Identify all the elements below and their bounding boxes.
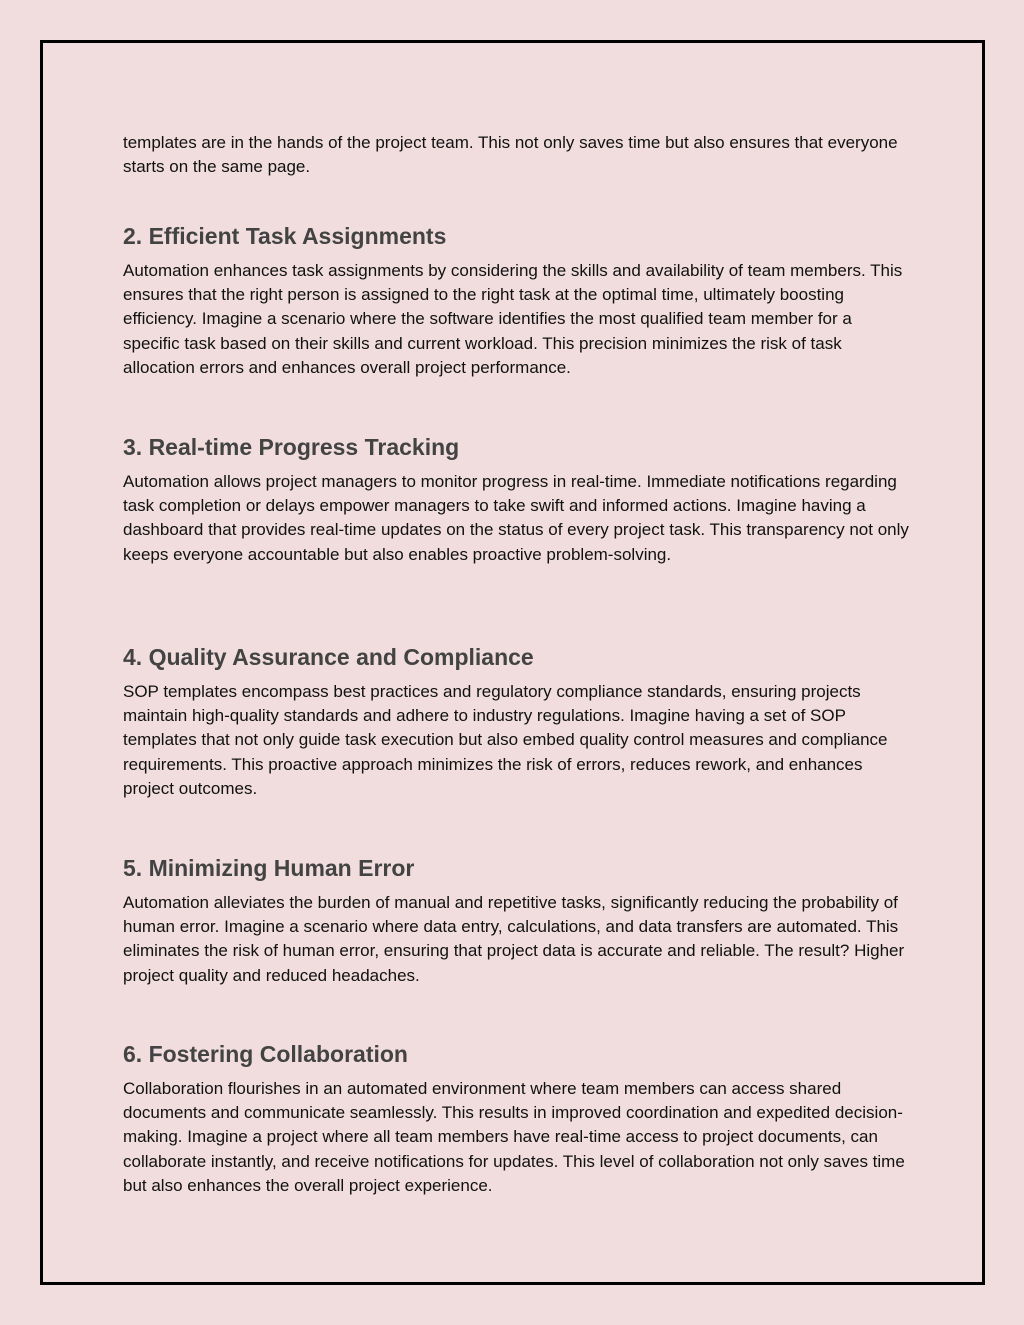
- intro-section: [123, 123, 913, 179]
- section-heading: 6. Fostering Collaboration: [123, 1041, 408, 1067]
- section-heading: 4. Quality Assurance and Compliance: [123, 644, 534, 670]
- section-paragraph: Automation alleviates the burden of manual and repetitive tasks, significantly reducing the probability of human error. Imagine a scenario where data entry, calculations, and data transfers are automated. This eliminates the risk of human error, ensuring that project data is accurate and reliable. The result? Higher project quality and reduced headaches.: [123, 893, 905, 985]
- section-quality-assurance-compliance: [123, 642, 913, 801]
- section-paragraph: Automation enhances task assignments by considering the skills and availability of team members. This ensures that the right person is assigned to the right task at the optimal time, ultimately boosting efficiency. Imagine a scenario where the software identifies the most qualified team member for a specific task based on their skills and current workload. This precision minimizes the risk of task allocation errors and enhances overall project performance.: [123, 261, 903, 377]
- section-heading: 2. Efficient Task Assignments: [123, 223, 447, 249]
- section-fostering-collaboration: [123, 1039, 913, 1198]
- section-paragraph: SOP templates encompass best practices and regulatory compliance standards, ensuring projects maintain high-quality standards and adhere to industry regulations. Imagine having a set of SOP templates that not only guide task execution but also embed quality control measures and compliance requirements. This proactive approach minimizes the risk of errors, reduces rework, and enhances project outcomes.: [123, 682, 888, 798]
- section-heading: 5. Minimizing Human Error: [123, 855, 415, 881]
- section-paragraph: Automation allows project managers to monitor progress in real-time. Immediate notifications regarding task completion or delays empower managers to take swift and informed actions. Imagine having a dashboard that provides real-time updates on the status of every project task. This transparency not only keeps everyone accountable but also enables proactive problem-solving.: [123, 472, 909, 564]
- intro-paragraph: templates are in the hands of the project team. This not only saves time but also ensures that everyone starts on the same page.: [123, 133, 898, 177]
- section-heading: 3. Real-time Progress Tracking: [123, 434, 460, 460]
- section-efficient-task-assignments: [123, 221, 913, 380]
- section-real-time-progress-tracking: [123, 432, 913, 567]
- page-border: [40, 40, 985, 1285]
- section-minimizing-human-error: [123, 853, 913, 988]
- section-paragraph: Collaboration flourishes in an automated environment where team members can access shared documents and communicate seamlessly. This results in improved coordination and expedited decision-making. Imagine a project where all team members have real-time access to project documents, can collaborate instantly, and receive notifications for updates. This level of collaboration not only saves time but also enhances the overall project experience.: [123, 1079, 905, 1195]
